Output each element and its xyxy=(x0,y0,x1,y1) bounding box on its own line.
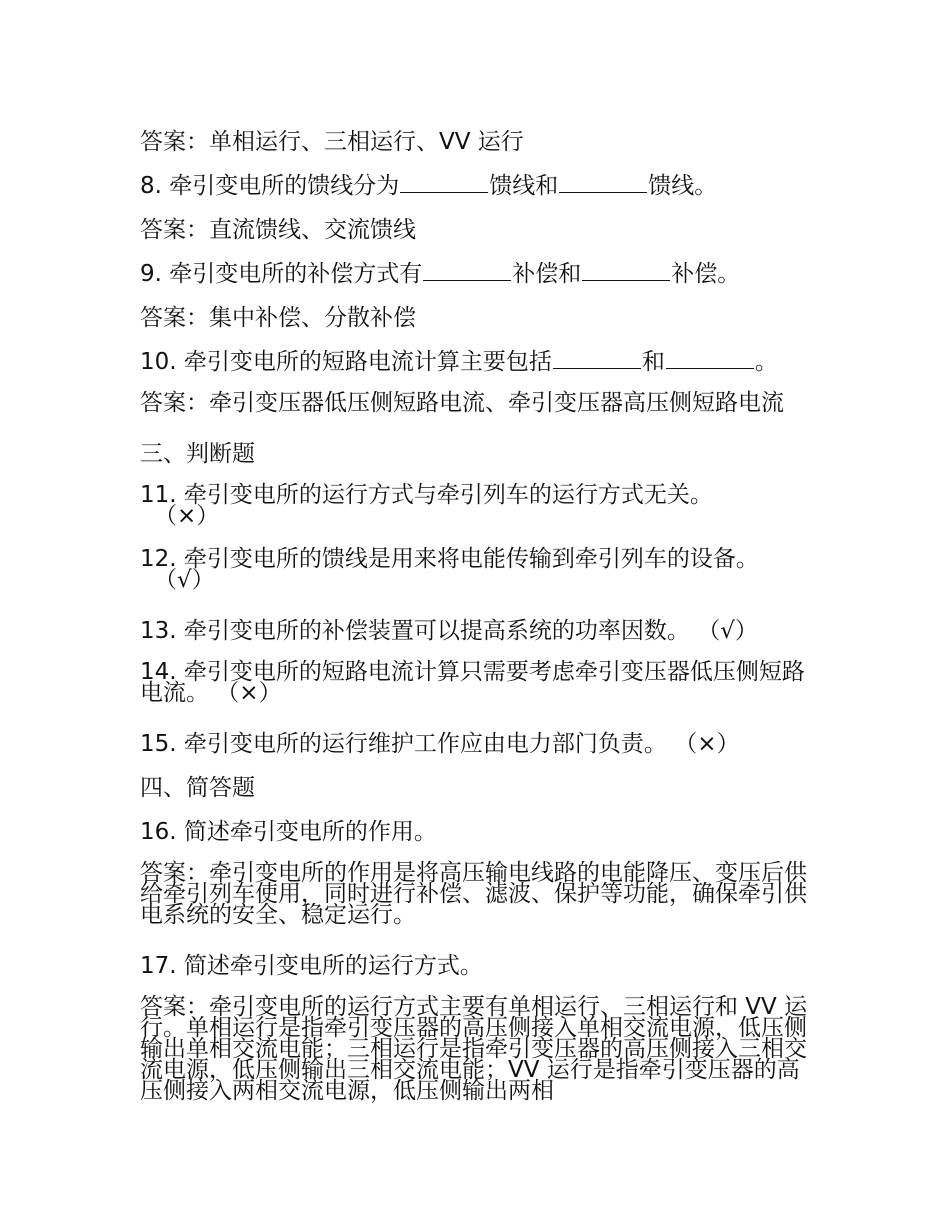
question-16: 16. 简述牵引变电所的作用。 xyxy=(140,819,437,845)
question-9 xyxy=(140,256,812,293)
question-11-text: 11. 牵引变电所的运行方式与牵引列车的运行方式无关。 xyxy=(140,482,713,508)
question-14: 14. 牵引变电所的短路电流计算只需要考虑牵引变压器低压侧短路电流。 （×） xyxy=(140,659,805,706)
document-body xyxy=(140,124,812,1124)
answer-9: 答案：集中补偿、分散补偿 xyxy=(140,305,416,331)
question-10-suffix: 。 xyxy=(754,349,778,375)
answer-7: 答案：单相运行、三相运行、VV 运行 xyxy=(140,129,524,155)
question-12 xyxy=(140,546,812,593)
question-10-prefix: 10. 牵引变电所的短路电流计算主要包括 xyxy=(140,349,552,375)
question-8-middle: 馈线和 xyxy=(489,173,559,199)
answer-10: 答案：牵引变压器低压侧短路电流、牵引变压器高压侧短路电流 xyxy=(140,390,784,416)
fill-blank xyxy=(559,174,647,193)
question-12-text: 12. 牵引变电所的馈线是用来将电能传输到牵引列车的设备。 xyxy=(140,546,759,572)
question-11 xyxy=(140,482,812,529)
fill-blank xyxy=(553,350,641,369)
question-15: 15. 牵引变电所的运行维护工作应由电力部门负责。 （×） xyxy=(140,731,740,757)
answer-8: 答案：直流馈线、交流馈线 xyxy=(140,217,416,243)
section-heading-short-answer: 四、简答题 xyxy=(140,775,255,801)
fill-blank xyxy=(400,174,488,193)
question-9-suffix: 补偿。 xyxy=(671,261,741,287)
fill-blank xyxy=(423,262,511,281)
fill-blank xyxy=(582,262,670,281)
question-10 xyxy=(140,344,812,381)
fill-blank xyxy=(666,350,754,369)
question-8-prefix: 8. 牵引变电所的馈线分为 xyxy=(140,173,400,199)
question-10-middle: 和 xyxy=(641,349,665,375)
answer-16: 答案：牵引变电所的作用是将高压输电线路的电能降压、变压后供给牵引列车使用，同时进行补偿、滤波、保护等功能，确保牵引供电系统的安全、稳定运行。 xyxy=(140,860,807,928)
question-11-mark: （×） xyxy=(154,503,220,529)
question-17: 17. 简述牵引变电所的运行方式。 xyxy=(140,953,483,979)
section-heading-judgement: 三、判断题 xyxy=(140,441,255,467)
question-9-prefix: 9. 牵引变电所的补偿方式有 xyxy=(140,261,423,287)
question-13: 13. 牵引变电所的补偿装置可以提高系统的功率因数。 （√） xyxy=(140,618,758,644)
question-8-suffix: 馈线。 xyxy=(648,173,718,199)
question-8 xyxy=(140,168,812,205)
question-12-mark: （√） xyxy=(154,567,215,593)
answer-17: 答案：牵引变电所的运行方式主要有单相运行、三相运行和 VV 运行。单相运行是指牵引变压器的高压侧接入单相交流电源，低压侧输出单相交流电能；三相运行是指牵引变压器的高压侧接入三相交流电源，低压侧输出三相交流电能；VV 运行是指牵引变压器的高压侧接入两相交流电源，低压侧输出两相 xyxy=(140,994,808,1104)
question-9-middle: 补偿和 xyxy=(512,261,582,287)
